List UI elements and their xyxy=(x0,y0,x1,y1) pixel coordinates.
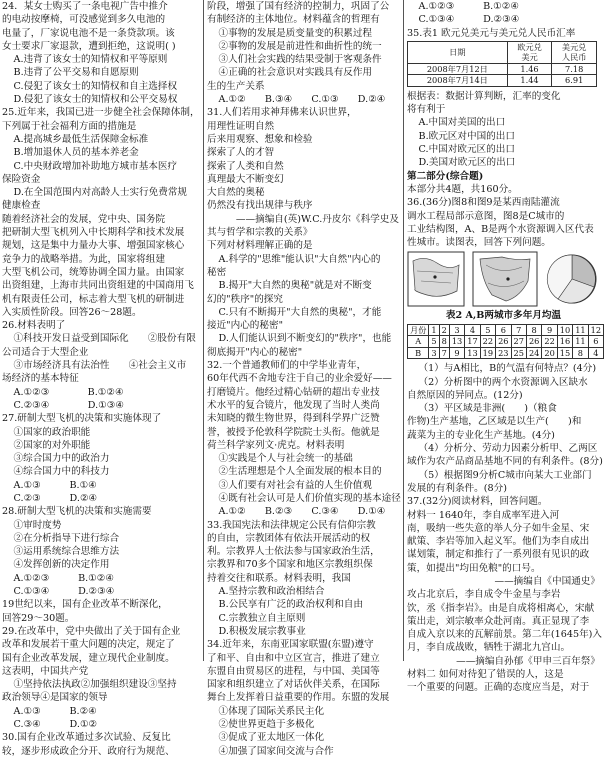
middle-column-line: 真理最大不断变幻 xyxy=(207,173,284,185)
temperature-table-cell: 22 xyxy=(480,336,495,348)
middle-column-line: D.人们能认识到不断变幻的"秩序"，也能 xyxy=(218,333,392,345)
middle-column-line: 彻底揭开"内心的秘密" xyxy=(207,346,303,358)
middle-column-line: 了和平、自由和中立区宣言，推进了建立 xyxy=(207,652,380,664)
middle-column-line: 大自然的奥秘 xyxy=(207,187,265,199)
temperature-table-header-cell: 7 xyxy=(511,324,526,336)
right-column-line: 月，李自成战败，牺牲于湖北九宫山。 xyxy=(407,642,571,654)
exchange-table-cell: 2008年7月14日 xyxy=(408,75,508,87)
temperature-table-cell: 13 xyxy=(449,336,464,348)
left-column-line: ①科技开发日益受到国际化 ②股份有限 xyxy=(13,333,196,345)
right-column-line: 本部分共4题，共160分。 xyxy=(407,183,518,195)
left-column-line: 把研制大型飞机列入中长期科学和技术发展 xyxy=(2,227,185,239)
left-column-line: 24．某女士购买了一条电视广告中推介 xyxy=(2,1,168,12)
left-column-line: C.②③ D.②④ xyxy=(13,492,98,504)
middle-column-line: 探索了人的才智 xyxy=(207,147,275,159)
left-column-line: 保险资金 xyxy=(2,173,41,185)
left-column-line: A.提高城乡最低生活保障金标准 xyxy=(13,133,149,145)
right-column-line: 域作为农产品商品基地不同的有利条件。(8分) xyxy=(407,456,603,468)
left-column-line: A.违背了该女士的知情权和平等原则 xyxy=(13,54,168,66)
right-column-line: 谋划策，制定和推行了一系列很有见识的政 xyxy=(407,549,590,561)
temperature-table xyxy=(407,324,604,360)
middle-column-line: ④既有社会认可是人们价值实现的基本途径 xyxy=(218,492,401,504)
middle-column-line: 60年代西不舍地专注于自己的业余爱好—— xyxy=(207,373,392,385)
middle-column-line: ——摘编自(英)W.C.丹皮尔《科学史及 xyxy=(235,213,399,225)
left-column-line: C.侵犯了该女士的知情权和自主选择权 xyxy=(13,80,178,92)
exchange-table-cell: 1.44 xyxy=(507,75,552,87)
left-column-line: 健康检查 xyxy=(2,200,41,212)
temperature-table-header-cell: 9 xyxy=(542,324,557,336)
middle-column-line: 誉，被授予伦敦科学院院士头衔。他就是 xyxy=(207,426,380,438)
left-column-line: 的电动按摩椅，可没感觉到多久电池的 xyxy=(2,14,166,26)
right-column-line: A.中国对美国的出口 xyxy=(418,117,506,129)
temperature-table-cell: A xyxy=(408,336,429,348)
middle-column-line: 持着交往和联系。材料表明，我国 xyxy=(207,572,351,584)
middle-column-line: 打磨镜片。他经过精心钻研的超出专业技 xyxy=(207,386,380,398)
right-column-line: 献策、李岩等加入起义军。他们为李自成出 xyxy=(407,536,590,548)
left-column-line: C.中央财政增加补助地方城市基本医疗 xyxy=(13,160,178,172)
temperature-table-header-cell: 12 xyxy=(588,324,603,336)
right-column-line: 将有利于 xyxy=(407,104,446,116)
middle-column-line: 荷兰科学家列文·虎克。材料表明 xyxy=(207,439,345,451)
exchange-table-row xyxy=(408,63,597,75)
left-column-line: ③综合国力中的政治力 xyxy=(13,453,110,465)
temperature-table-cell: 22 xyxy=(542,336,557,348)
middle-column-line: 仍然没有找出规律与秩序 xyxy=(207,200,313,212)
left-column-line: 这表明，中国共产党 xyxy=(2,665,89,677)
exchange-table-cell: 6.91 xyxy=(552,75,597,87)
temperature-table-cell: 24 xyxy=(526,347,541,359)
right-column-line: ——摘编自《中国通史》 xyxy=(494,576,600,587)
left-column-line: D.侵犯了该女士的知情权和公平交易权 xyxy=(13,94,178,106)
left-column-line: ①国家的政治职能 xyxy=(13,426,91,438)
temperature-table-cell: 8 xyxy=(573,347,588,359)
temperature-table-header-cell: 8 xyxy=(526,324,541,336)
temperature-table-cell: 8 xyxy=(439,336,449,348)
right-column-line: 攻占北京后，李自成令牛金星与李岩 xyxy=(407,589,561,601)
right-column-line: D.美国对欧元区的出口 xyxy=(418,157,516,169)
exchange-rate-table xyxy=(407,41,597,87)
left-column-line: C.③④ D.①② xyxy=(13,719,98,731)
left-column-line: ①审时度势 xyxy=(13,519,62,531)
left-column-line: 较，逐步形成政企分开、政府行为规范、 xyxy=(2,745,175,757)
exchange-table-cell: 2008年7月12日 xyxy=(408,63,508,75)
column-left xyxy=(2,0,200,757)
right-column-line: 自成入京以来的瓦解前景。第二年(1645年)入 xyxy=(407,629,602,641)
right-column-line: 材料一 1640年，李自成率军进入河 xyxy=(407,509,560,521)
left-column-line: B.增加退休人员的基本养老金 xyxy=(13,147,139,159)
middle-column-line: 生的生产关系 xyxy=(207,80,265,92)
right-column-line: 一个重要的问题。正确的态度应当是，对于 xyxy=(407,682,590,694)
temperature-table-header-cell: 5 xyxy=(480,324,495,336)
middle-column-line: ①实践是个人与社会统一的基础 xyxy=(218,453,353,465)
middle-column-line: 阶段，增强了国有经济的控制力，巩固了公 xyxy=(207,1,390,12)
right-column-line: （2）分析图中的两个水资源调入区缺水 xyxy=(418,376,588,388)
temperature-table-header-cell: 11 xyxy=(573,324,588,336)
temperature-table-cell: 7 xyxy=(439,347,449,359)
temperature-table-header-cell: 3 xyxy=(449,324,464,336)
middle-column-line: ④正确的社会意识对实践具有反作用 xyxy=(218,67,373,79)
temperature-table-cell: B xyxy=(408,347,429,359)
right-column-line: 作物)生产基地，乙区域是以生产( )和 xyxy=(407,416,582,428)
left-column-line: 政治领导④是国家的领导 xyxy=(2,692,108,704)
temperature-table-cell: 27 xyxy=(511,336,526,348)
left-column-line: 机有限责任公司，标志着大型飞机的研制进 xyxy=(2,293,185,305)
right-column-line: （4）分析分、劳动力因素分析甲、乙两区 xyxy=(418,443,598,455)
left-column-line: ④发挥创新的决定作用 xyxy=(13,559,110,571)
right-column-line: A.①②③ B.①②④ xyxy=(418,1,519,12)
right-column-line: 饮，丞《指李岩》。由是自成将相离心，宋献 xyxy=(407,602,595,614)
right-column-line: C.①③④ D.②③④ xyxy=(418,14,520,26)
temperature-table-row xyxy=(408,336,604,348)
right-column-line: 第二部分(综合题) xyxy=(407,170,484,182)
middle-column-line: 宗教界和70多个国家和地区宗教组织保 xyxy=(207,559,373,571)
temperature-table-header-cell: 10 xyxy=(557,324,572,336)
right-column-line: 根据表：数据计算判断，汇率的变化 xyxy=(407,90,561,102)
right-column-line: （5）根据图9分析C城市向某大工业部门 xyxy=(418,469,592,481)
middle-column-line: A.科学的"思维"能认识"大自然"内心的 xyxy=(218,253,381,265)
middle-column-line: ①事物的发展是质变量变的积累过程 xyxy=(218,27,373,39)
temperature-table-cell: 6 xyxy=(588,336,603,348)
right-column-line: 材料二 如何对待犯了错误的人，这是 xyxy=(407,669,564,681)
right-column-line: 35.表1 欧元兑美元与美元兑人民币汇率 xyxy=(407,27,576,39)
exchange-table-header-cell: 日期 xyxy=(408,41,508,63)
left-column-line: 19世纪以来，国有企业改革不断深化， xyxy=(2,599,168,611)
right-column-line: C.中国对欧元区的出口 xyxy=(418,144,515,156)
left-column-line: ③运用系统综合思维方法 xyxy=(13,546,120,558)
middle-column-line: A.①② B.②③ C.③④ D.①④ xyxy=(218,506,386,518)
exchange-table-header-cell: 美元兑 人民币 xyxy=(552,41,597,63)
right-column-line: 36.(36分)图8和图9是某西南陆灌流 xyxy=(407,197,560,209)
map-a-figure xyxy=(407,251,465,307)
left-column-line: A.①③ B.①④ xyxy=(13,479,97,491)
temperature-table-cell: 4 xyxy=(588,347,603,359)
right-column-line: 南，吸纳一些失意的举人分子如牛金星、宋 xyxy=(407,522,590,534)
left-column-line: ②在分析指导下进行综合 xyxy=(13,532,120,544)
temperature-table-header-cell: 6 xyxy=(496,324,511,336)
middle-column-line: ②生活理想是个人全面发展的根本目的 xyxy=(218,466,382,478)
right-column-line: B.欧元区对中国的出口 xyxy=(418,130,515,142)
map-caption: 表2 A,B两城市多年月均温 xyxy=(445,310,562,322)
middle-column-line: 后来用观察、想象和检验 xyxy=(207,133,313,145)
temperature-table-cell: 25 xyxy=(511,347,526,359)
middle-column-line: 有制经济的主体地位。材料蕴含的哲理有 xyxy=(207,14,380,26)
left-column-line: 大型飞机公司，统筹协调全国力量。由国家 xyxy=(2,266,185,278)
temperature-table-cell: 13 xyxy=(465,347,480,359)
exchange-table-cell: 1.46 xyxy=(507,63,552,75)
left-column-line: 入实质性阶段。回答26～28题。 xyxy=(2,306,142,318)
left-column-line: 28.研制大型飞机的决策和实施需要 xyxy=(2,506,152,518)
temperature-table-header-cell: 月份 xyxy=(408,324,429,336)
left-column-line: 26.材料表明了 xyxy=(2,320,66,332)
left-column-line: ①坚持依法执政②加强组织建设③坚持 xyxy=(13,679,177,691)
right-column-line: 性城市。读图表，回答下列问题。 xyxy=(407,237,551,249)
left-column-line: 回答29～30题。 xyxy=(2,612,75,624)
middle-column-line: 其与哲学和宗教的关系》 xyxy=(207,227,313,239)
column-right xyxy=(403,0,603,694)
right-column-line: 37.(32分)阅读材料，回答问题。 xyxy=(407,496,548,508)
middle-column-line: B.揭开"大自然的奥秘"就是对不断变 xyxy=(218,280,372,292)
middle-column-line: ③人们要有对社会有益的人生价值观 xyxy=(218,479,373,491)
middle-column-line: 31.人们若用求神拜佛来认识世界， xyxy=(207,107,357,119)
middle-column-line: 幻的"秩序"的探究 xyxy=(207,293,283,305)
left-column-line: B.违背了公平交易和自愿原则 xyxy=(13,67,139,79)
middle-column-line: B.公民享有广泛的政治权利和自由 xyxy=(218,599,363,611)
right-column-line: 蔬菜为主的专业化生产基地。(4分) xyxy=(407,429,555,441)
middle-column-line: 探索了人类和自然 xyxy=(207,160,284,172)
middle-column-line: 32.一个普通教师们的中学毕业青年， xyxy=(207,360,367,372)
temperature-table-header-cell: 4 xyxy=(465,324,480,336)
middle-column-line: 舞台上发挥着日益重要的作用。东盟的发展 xyxy=(207,692,390,704)
left-column-line: C.①③④ D.②③④ xyxy=(13,586,115,598)
left-column-line: A.①②③ B.①②④ xyxy=(13,572,114,584)
middle-column-line: 利。宗教界人士依法参与国家政治生活， xyxy=(207,546,380,558)
temperature-table-cell: 5 xyxy=(429,336,439,348)
middle-column-line: 用理性证明自然 xyxy=(207,120,275,132)
middle-column-line: C.宗教独立自主原则 xyxy=(218,612,306,624)
left-column-line: ③市场经济具有法治性 ④社会主义市 xyxy=(13,360,187,372)
temperature-table-cell: 11 xyxy=(573,336,588,348)
temperature-table-header-cell: 2 xyxy=(439,324,449,336)
left-column-line: 29.在改革中，党中央做出了关于国有企业 xyxy=(2,625,181,637)
map-b-figure xyxy=(472,251,538,307)
middle-column-line: A.坚持宗教和政治相结合 xyxy=(218,586,325,598)
right-column-line: 策出走，刘宗敏率众赴河南。真正显现了李 xyxy=(407,615,590,627)
left-column-line: ④综合国力中的科技力 xyxy=(13,466,110,478)
middle-column-line: 秘密 xyxy=(207,266,227,278)
left-column-line: 改革和发展若干重大问题的决定，规定了 xyxy=(2,639,175,651)
left-column-line: 竞争力的战略举措。为此，国家将组建 xyxy=(2,253,166,265)
left-column-line: 随着经济社会的发展，党中央、国务院 xyxy=(2,213,166,225)
left-column-line: 国有企业改革发展，建立现代企业制度。 xyxy=(2,652,175,664)
middle-column-line: 33.我国宪法和法律规定公民有信仰宗教 xyxy=(207,519,376,531)
temperature-table-cell: 9 xyxy=(449,347,464,359)
middle-column-line: 未知晓的微生物世界，得到科学界广泛赞 xyxy=(207,413,380,425)
temperature-table-cell: 19 xyxy=(480,347,495,359)
middle-column-line: ①体现了国际关系民主化 xyxy=(218,705,325,717)
middle-column-line: C.只有不断揭开"大自然的奥秘"，才能 xyxy=(218,306,382,318)
middle-column-line: 的自由，宗教团体有依法开展活动的权 xyxy=(207,532,371,544)
temperature-table-cell: 20 xyxy=(542,347,557,359)
exchange-table-cell: 7.18 xyxy=(552,63,597,75)
left-column-line: 场经济的基本特征 xyxy=(2,373,79,385)
left-column-line: A.①②③ B.①②④ xyxy=(13,386,124,398)
middle-column-line: ③促成了亚太地区一体化 xyxy=(218,732,325,744)
left-column-line: D.在全国范围内对高龄人士实行免费常规 xyxy=(13,187,188,199)
temperature-table-header-cell: 1 xyxy=(429,324,439,336)
left-column-line: ②国家的对外职能 xyxy=(13,439,91,451)
middle-column-line: 34.近年来，东南亚国家联盟(东盟)遵守 xyxy=(207,639,374,651)
exchange-table-row xyxy=(408,75,597,87)
middle-column-line: 下列对材料理解正确的是 xyxy=(207,240,313,252)
left-column-line: 27.研制大型飞机的决策和实施体现了 xyxy=(2,413,162,425)
map-figures xyxy=(407,251,600,307)
temperature-table-row xyxy=(408,347,604,359)
temperature-table-cell: 17 xyxy=(465,336,480,348)
middle-column-line: 术水平的复合镜片，他发现了当时人类尚 xyxy=(207,399,380,411)
temperature-table-cell: 23 xyxy=(496,347,511,359)
exchange-table-header-cell: 欧元兑 美元 xyxy=(507,41,552,63)
temperature-table-cell: 16 xyxy=(557,336,572,348)
left-column-line: 下列属于社会福利方面的措施是 xyxy=(2,120,137,132)
middle-column-line: 接近"内心的秘密" xyxy=(207,320,283,332)
left-column-line: 25.近年来，我国已进一步健全社会保障体制， xyxy=(2,107,200,119)
middle-column-line: ②使世界更趋于多极化 xyxy=(218,719,315,731)
right-column-line: 调水工程局部示意图，图8是C城市的 xyxy=(407,210,565,222)
middle-column-line: ③人们社会实践的结果受制于客观条件 xyxy=(218,54,382,66)
left-column-line: C.②③④ D.①③④ xyxy=(13,399,124,411)
middle-column-line: ②事物的发展是前进性和曲折性的统一 xyxy=(218,40,382,52)
temperature-table-cell: 26 xyxy=(496,336,511,348)
left-column-line: 女士要求厂家退款，遭到拒绝，这说明( ) xyxy=(2,40,176,52)
middle-column-line: 东盟自由贸易区的进程，与中国、美国等 xyxy=(207,665,380,677)
middle-column-line: ④加强了国家间交流与合作 xyxy=(218,745,334,757)
middle-column-line: A.①② B.③④ C.①③ D.②④ xyxy=(218,94,386,106)
temperature-table-cell: 15 xyxy=(557,347,572,359)
middle-column-line: D.积极发展宗教事业 xyxy=(218,625,306,637)
right-column-line: ——摘编自孙郁《甲申三百年祭》 xyxy=(456,655,600,667)
left-column-line: 公司适合于大型企业 xyxy=(2,346,89,358)
temperature-table-cell: 3 xyxy=(429,347,439,359)
right-column-line: 自然原因的异同点。(12分) xyxy=(407,389,523,401)
city-c-industry-pie xyxy=(544,251,600,307)
temperature-table-cell: 26 xyxy=(526,336,541,348)
column-middle xyxy=(203,0,401,757)
left-column-line: 30.国有企业改革通过多次试验、反复比 xyxy=(2,732,171,744)
right-column-line: （1）与A相比，B的气温有何特点？(4分) xyxy=(418,363,597,375)
right-column-line: 策，如提出"均田免粮"的口号。 xyxy=(407,562,541,574)
left-column-line: 出资组建，上海市共同出资组建的中国商用飞 xyxy=(2,280,194,292)
right-column-line: 发展的有利条件。(8分) xyxy=(407,482,507,494)
middle-column-line: 国家和组织建立了对话伙伴关系，在国际 xyxy=(207,679,380,691)
left-column-line: 规划，这是集中力量办大事、增强国家核心 xyxy=(2,240,185,252)
left-column-line: A.①③ B.②④ xyxy=(13,705,97,717)
right-column-line: 工业结构图，A、B是两个水资源调入区代表 xyxy=(407,223,594,235)
left-column-line: 电量了，厂家说电池不是一条贷款项。该 xyxy=(2,27,175,39)
right-column-line: （3）平区域是非洲( )（粮食 xyxy=(418,403,557,415)
